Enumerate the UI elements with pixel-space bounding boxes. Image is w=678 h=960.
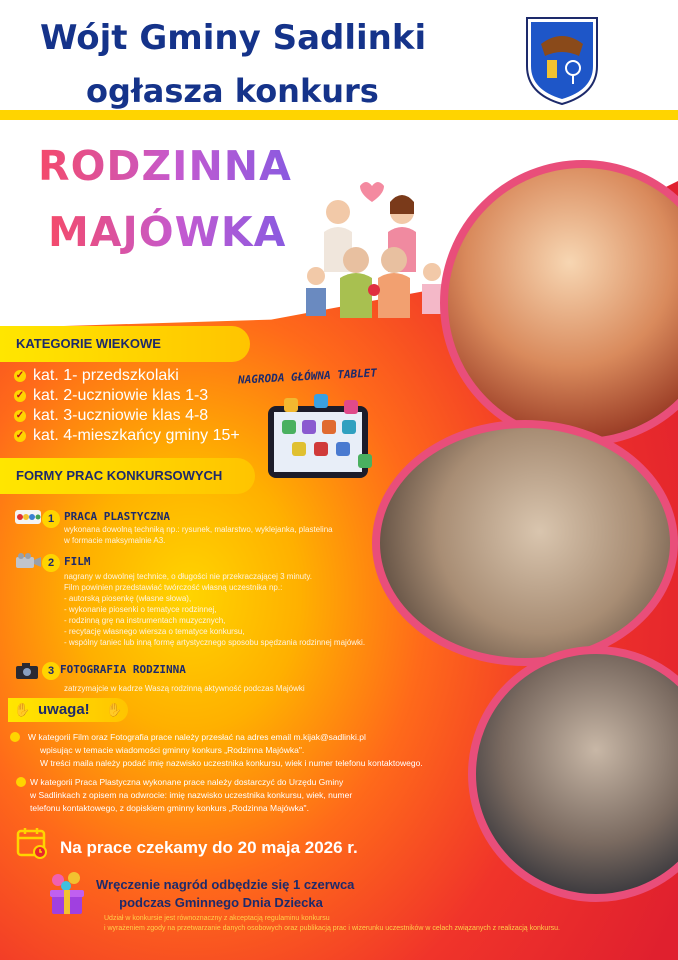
notice-line: telefonu kontaktowego, z dopiskiem gminny konkurs „Rodzinna Majówka". [30, 803, 309, 813]
section-title-art: PRACA PLASTYCZNA [64, 510, 170, 523]
award-line1: Wręczenie nagród odbędzie się 1 czerwca [96, 877, 355, 892]
section-title-photo: FOTOGRAFIA RODZINNA [60, 663, 186, 676]
legal-line1: Udział w konkursie jest równoznaczny z akceptacją regulaminu konkursu [104, 915, 330, 922]
award-info [96, 876, 355, 912]
section-line: - wykonanie piosenki o tematyce rodzinnej, [64, 605, 217, 614]
section-line: nagrany w dowolnej technice, o długości nie przekraczającej 3 minuty. [64, 572, 312, 581]
notice-line: W kategorii Film oraz Fotografia prace należy przesłać na adres email m.kijak@sadlinki.pl [28, 732, 366, 742]
header-title-line2: ogłasza konkurs [86, 72, 379, 110]
notice-heading-pill [8, 698, 128, 722]
deadline-text: Na prace czekamy do 20 maja 2026 r. [60, 838, 358, 857]
category-item [14, 386, 208, 406]
category-item [14, 406, 208, 426]
photo-camera-icon [14, 662, 42, 680]
categories-heading-pill [0, 326, 250, 362]
family-illustration-icon [302, 176, 452, 326]
category-item [14, 426, 240, 446]
section-line: - recytację własnego wiersza o tematyce konkursu, [64, 627, 245, 636]
notice-line: w Sadlinkach z opisem na odwrocie: imię nazwisko uczestnika konkursu, wiek, numer [30, 790, 353, 800]
legal-notice [104, 914, 560, 934]
header-yellow-bar [0, 110, 678, 120]
forms-heading-pill [0, 458, 255, 494]
bullet-dot-icon [10, 732, 20, 742]
section-line: - wspólny taniec lub inną formę artystycznego sposobu spędzania rodzinnej majówki. [64, 638, 366, 647]
photo-painting-family [372, 420, 678, 666]
title-line1: RODZINNA [38, 142, 292, 190]
municipality-crest-icon [523, 14, 601, 106]
notice-line: W kategorii Praca Plastyczna wykonane prace należy dostarczyć do Urzędu Gminy [30, 777, 344, 787]
tablet-icon [262, 394, 382, 486]
film-camera-icon [14, 552, 42, 570]
check-icon: ✓ [15, 430, 25, 441]
section-line: wykonana dowolną techniką np.: rysunek, malarstwo, wyklejanka, plastelina [64, 525, 333, 534]
waving-hand-icon: ✋ [106, 702, 123, 717]
notice-heading: uwaga! [38, 701, 90, 718]
title-line2: MAJÓWKA [48, 208, 287, 256]
paint-palette-icon [14, 508, 42, 526]
category-item [14, 366, 179, 386]
waving-hand-icon: ✋ [14, 702, 31, 717]
bullet-dot-icon [16, 777, 26, 787]
section-line: Film powinien przedstawiać twórczość własną uczestnika np.: [64, 583, 283, 592]
photo-group-selfie [468, 646, 678, 902]
notice-line: W treści maila należy podać imię nazwisko uczestnika konkursu, wiek i numer telefonu kontaktowego. [40, 758, 423, 768]
category-item-label: kat. 2-uczniowie klas 1-3 [33, 387, 209, 404]
check-icon: ✓ [15, 370, 25, 381]
check-icon: ✓ [15, 390, 25, 401]
section-line: w formacie maksymalnie A3. [64, 536, 166, 545]
check-icon: ✓ [15, 410, 25, 421]
category-item-label: kat. 1- przedszkolaki [33, 367, 179, 384]
section-line: - autorską piosenkę (własne słowa), [64, 594, 192, 603]
section-number: 3 [42, 662, 60, 680]
prize-label: NAGRODA GŁÓWNA TABLET [237, 366, 378, 387]
award-line2: podczas Gminnego Dnia Dziecka [119, 895, 323, 910]
forms-heading: FORMY PRAC KONKURSOWYCH [16, 468, 223, 483]
section-line: - rodzinną grę na instrumentach muzycznych, [64, 616, 226, 625]
gift-icon [48, 872, 86, 916]
section-number: 1 [42, 510, 60, 528]
calendar-icon [16, 826, 48, 860]
header-title-line1: Wójt Gminy Sadlinki [40, 18, 427, 58]
category-item-label: kat. 3-uczniowie klas 4-8 [33, 407, 209, 424]
notice-line: wpisując w temacie wiadomości gminny konkurs „Rodzinna Majówka". [40, 745, 305, 755]
section-line: zatrzymajcie w kadrze Waszą rodzinną aktywność podczas Majówki [64, 684, 305, 693]
section-title-film: FILM [64, 555, 91, 568]
legal-line2: i wyrażeniem zgody na przetwarzanie danych osobowych oraz publikacją prac i wizerunku uczestników w celach związanych z realizacją konkursu. [104, 925, 560, 932]
category-item-label: kat. 4-mieszkańcy gminy 15+ [33, 427, 240, 444]
section-number: 2 [42, 554, 60, 572]
categories-heading: KATEGORIE WIEKOWE [16, 336, 161, 351]
